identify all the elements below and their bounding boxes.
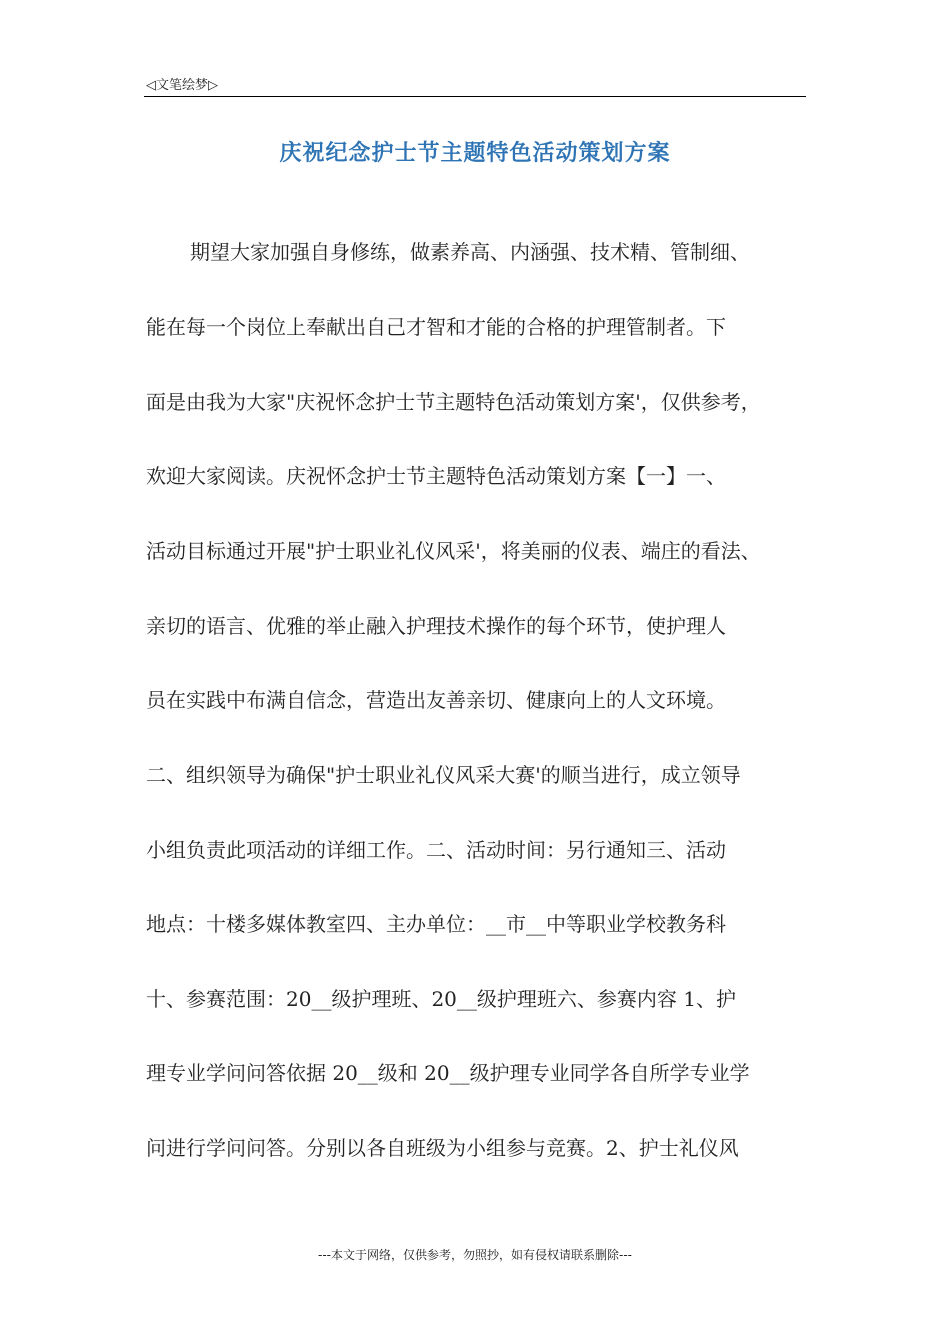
footer-disclaimer: ---本文于网络，仅供参考，勿照抄，如有侵权请联系删除--- (318, 1248, 632, 1262)
body-line: 小组负责此项活动的详细工作。二、活动时间：另行通知三、活动 (146, 838, 726, 862)
body-line: 二、组织领导为确保"护士职业礼仪风采大赛'的顺当进行，成立领导 (146, 763, 741, 787)
body-line: 地点：十楼多媒体教室四、主办单位：__市__中等职业学校教务科 (146, 912, 726, 936)
header-label: ◁文笔绘梦▷ (146, 78, 218, 93)
body-line: 理专业学问问答依据 20__级和 20__级护理专业同学各自所学专业学 (146, 1061, 750, 1085)
body-line: 欢迎大家阅读。庆祝怀念护士节主题特色活动策划方案【一】一、 (146, 464, 726, 488)
body-line: 员在实践中布满自信念，营造出友善亲切、健康向上的人文环境。 (146, 688, 726, 712)
body-line: 期望大家加强自身修练，做素养高、内涵强、技术精、管制细、 (190, 240, 750, 264)
header-divider (144, 96, 806, 97)
body-line: 活动目标通过开展"护士职业礼仪风采'，将美丽的仪表、端庄的看法、 (146, 539, 761, 563)
body-line: 能在每一个岗位上奉献出自己才智和才能的合格的护理管制者。下 (146, 315, 726, 339)
document-title: 庆祝纪念护士节主题特色活动策划方案 (279, 140, 671, 166)
body-line: 面是由我为大家"庆祝怀念护士节主题特色活动策划方案'，仅供参考， (146, 390, 761, 414)
body-line: 亲切的语言、优雅的举止融入护理技术操作的每个环节，使护理人 (146, 614, 726, 638)
body-line: 十、参赛范围：20__级护理班、20__级护理班六、参赛内容 1、护 (146, 987, 736, 1011)
body-line: 问进行学问问答。分别以各自班级为小组参与竞赛。2、护士礼仪风 (146, 1136, 739, 1160)
